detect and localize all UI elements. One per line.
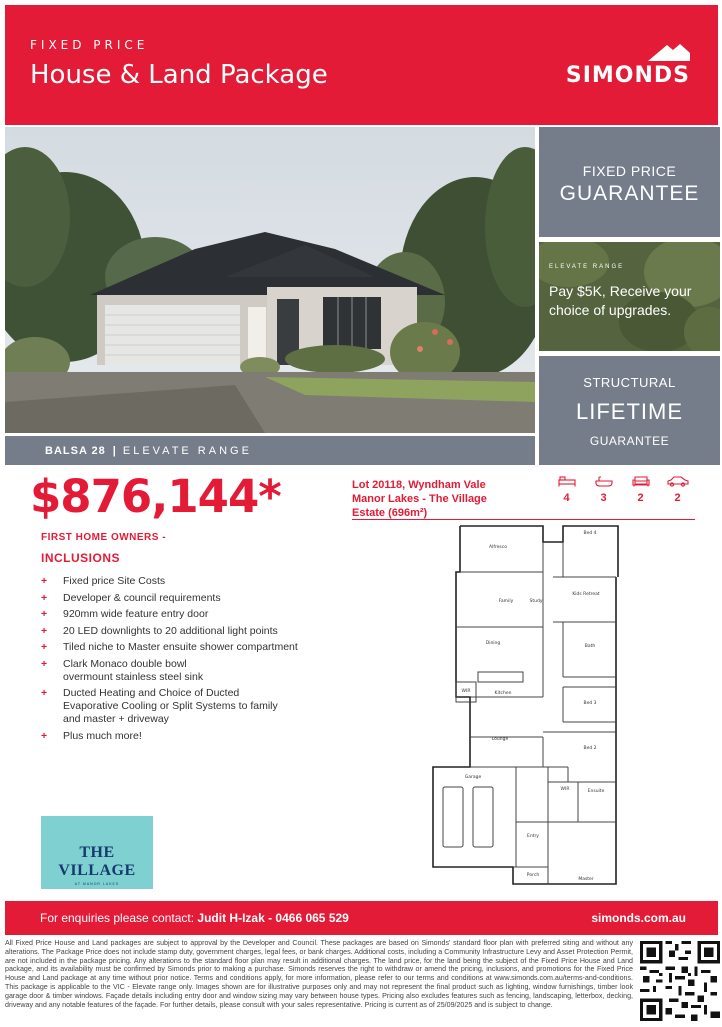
structural-line2: LIFETIME (575, 399, 683, 424)
package-price: $876,144* (30, 470, 281, 523)
website-link[interactable]: simonds.com.au (591, 911, 686, 925)
inclusions-list (41, 575, 351, 746)
inclusion-item: + Fixed price Site Costs (41, 575, 166, 587)
plus-icon: + (41, 608, 48, 620)
living-icon (632, 476, 650, 487)
spec-bedrooms (548, 476, 585, 504)
plus-icon: + (41, 657, 48, 670)
enquiry-contact (40, 911, 349, 925)
room-wir: WIR (461, 689, 471, 694)
structural-guarantee-box (539, 356, 720, 465)
room-dining: Dining (485, 641, 501, 646)
structural-line3: GUARANTEE (589, 434, 670, 448)
enquiry-prefix: For enquiries please contact: (40, 911, 198, 925)
spec-living (622, 476, 659, 504)
room-ensuite: Ensuite (587, 789, 605, 794)
lot-address: Lot 20118, Wyndham Vale Manor Lakes - The Village Estate (696m²) (352, 479, 487, 519)
guarantee-line1: FIXED PRICE (582, 163, 677, 179)
room-kitchen: Kitchen (494, 691, 512, 696)
room-bed4: Bed 4 (583, 531, 597, 536)
simonds-logo[interactable] (562, 39, 690, 89)
room-porch: Porch (526, 873, 540, 878)
contact-details[interactable]: Judit H-Izak - 0466 065 529 (197, 911, 349, 925)
inclusion-item: + 20 LED downlights to 20 additional light points (41, 624, 278, 637)
plus-icon: + (41, 591, 48, 604)
room-alfresco: Alfresco (488, 545, 508, 550)
room-kids-retreat: Kids Retreat (572, 592, 600, 597)
caption-separator: | (112, 444, 116, 457)
spec-value: 3 (600, 492, 607, 504)
room-lounge: Lounge (491, 737, 509, 742)
fixed-price-guarantee-box (539, 127, 720, 237)
spec-value: 2 (637, 492, 644, 504)
inclusion-item: + Clark Monaco double bowl overmount stainless steel sink (41, 657, 204, 683)
room-wir2: WIR (560, 787, 570, 792)
room-bath: Bath (584, 644, 596, 649)
enquiry-bar (5, 901, 718, 935)
promo-eyebrow: ELEVATE RANGE (549, 264, 625, 270)
qr-code-icon[interactable] (640, 941, 720, 1021)
plus-icon: + (41, 687, 48, 699)
room-family: Family (498, 599, 514, 604)
village-logo-sub: AT MANOR LAKES (74, 882, 120, 886)
car-icon (667, 476, 689, 487)
inclusion-item: + Plus much more! (41, 729, 142, 742)
spec-bathrooms (585, 476, 622, 504)
model-caption-bar (5, 436, 535, 465)
divider-line (352, 519, 695, 520)
house-specs (548, 476, 696, 504)
room-entry: Entry (527, 834, 539, 839)
bath-icon (595, 476, 613, 487)
inclusions-title: INCLUSIONS (41, 551, 121, 565)
house-roof-icon (648, 39, 690, 63)
village-estate-logo (41, 816, 153, 889)
plus-icon: + (41, 641, 48, 653)
spec-value: 2 (674, 492, 681, 504)
header-eyebrow: FIXED PRICE (30, 38, 149, 52)
village-logo-name: THE VILLAGE (58, 844, 136, 879)
plus-icon: + (41, 624, 48, 637)
floorplan-diagram (428, 522, 623, 888)
plus-icon: + (41, 729, 48, 742)
legal-disclaimer: All Fixed Price House and Land packages are subject to approval by the Developer and Council. These packages are based on Simonds' standard floor plan with preferred siting and without any alterations. The Package Price does not include stamp duty, government charges, legal fees, or bank charges. Additional costs, including a Community Infrastructure Levy and Asset Protection Permit, are not included in the package pricing. Any alterations to the standard floor plan may result in additional charges. The land price, for the land being the subject of the Fixed Price House and Land package, and its availability must be confirmed by Simonds prior to making a purchase. Simonds reserves the right to withdraw or amend the pricing, inclusions, and promotions for the Fixed Price House and Land package at any time without prior notice. Terms and conditions apply, for more information, please refer to our terms and conditions at www.simonds.com.au/terms-and-conditions. This package is applicable to the VIC - Elevate range only. Images shown are for illustrative purposes only and may not represent the final product such as lighting, window furnishings, timber look garage door & timber windows. Façade details including entry door and window sizing may vary between house types. Pricing also excludes features such as fencing, landscaping, letterbox, decking, driveway and any notable features of the façade. For further details, please consult with your sales representative. Pricing is current as of 25/09/2025 and is subject to change. (5, 939, 633, 1009)
room-bed2: Bed 2 (583, 746, 597, 751)
room-study: Study (529, 599, 543, 604)
inclusion-item: + Developer & council requirements (41, 591, 221, 604)
bed-icon (558, 476, 576, 487)
structural-line1: STRUCTURAL (583, 375, 676, 390)
room-bed3: Bed 3 (583, 701, 597, 706)
header-banner (5, 5, 718, 125)
guarantee-line2: GUARANTEE (559, 182, 700, 205)
range-name: ELEVATE RANGE (122, 444, 252, 457)
room-garage: Garage (464, 775, 482, 780)
inclusion-item: + Ducted Heating and Choice of Ducted Evaporative Cooling or Split Systems to family and master + driveway (41, 687, 278, 725)
first-home-owners-label: FIRST HOME OWNERS - (41, 532, 167, 543)
promo-text: Pay $5K, Receive your choice of upgrades. (549, 283, 692, 318)
promo-upgrades-box (539, 242, 720, 351)
spec-value: 4 (563, 492, 570, 504)
house-facade-image (5, 127, 535, 433)
room-master: Master (578, 877, 594, 882)
spec-car-spaces (659, 476, 696, 504)
plus-icon: + (41, 575, 48, 587)
model-name: BALSA 28 (45, 444, 106, 457)
inclusion-item: + Tiled niche to Master ensuite shower compartment (41, 641, 298, 653)
inclusion-item: + 920mm wide feature entry door (41, 608, 209, 620)
brand-wordmark: SIMONDS (565, 63, 690, 88)
page-title: House & Land Package (30, 60, 328, 90)
